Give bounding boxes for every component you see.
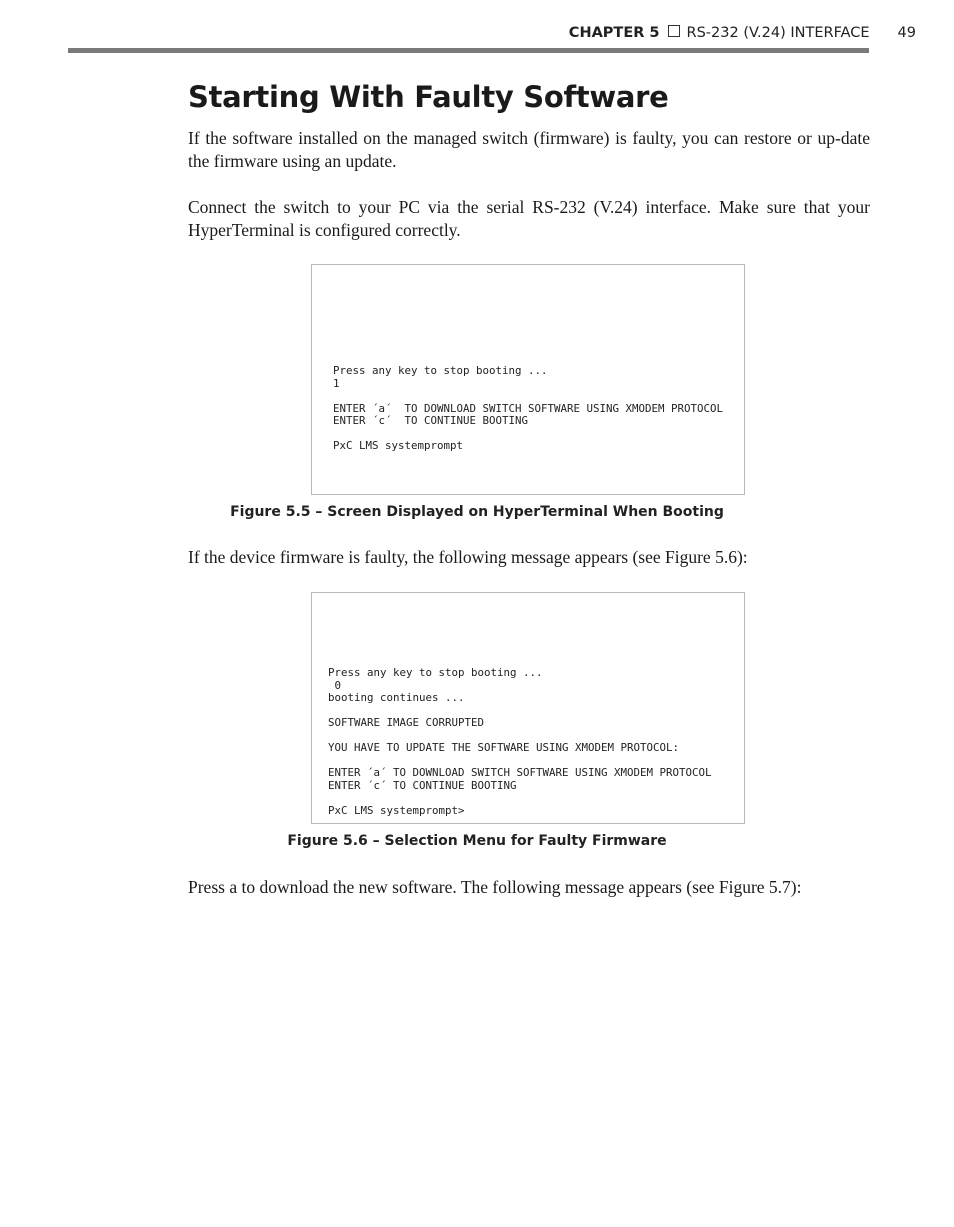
section-label: RS-232 (V.24) INTERFACE [686, 25, 870, 41]
faulty-paragraph: If the device firmware is faulty, the following message appears (see Figure 5.6): [188, 547, 748, 567]
figure-5-5-screenshot [311, 264, 745, 495]
separator-box-icon [668, 25, 680, 37]
terminal-line: PxC LMS systemprompt> [328, 803, 465, 817]
terminal-line: ENTER ´a´ TO DOWNLOAD SWITCH SOFTWARE USING XMODEM PROTOCOL [328, 766, 712, 779]
terminal-line: Press any key to stop booting ... [328, 666, 543, 679]
page-number: 49 [897, 25, 916, 41]
terminal-line: YOU HAVE TO UPDATE THE SOFTWARE USING XMODEM PROTOCOL: [328, 741, 680, 754]
terminal-line: PxC LMS systemprompt [333, 439, 464, 452]
intro-paragraph: If the software installed on the managed switch (firmware) is faulty, you can restore or up-date the firmware using an update. [188, 128, 870, 171]
figure-5-6-screenshot [311, 592, 745, 824]
press-paragraph: Press a to download the new software. The following message appears (see Figure 5.7): [188, 877, 802, 897]
connect-paragraph: Connect the switch to your PC via the serial RS-232 (V.24) interface. Make sure that your HyperTerminal is configured correctly. [188, 197, 870, 240]
terminal-line: ENTER ´c´ TO CONTINUE BOOTING [333, 414, 529, 427]
terminal-line: booting continues ... [328, 691, 465, 704]
figure-5-6-terminal-text [328, 667, 712, 817]
terminal-line: 1 [333, 376, 340, 390]
figure-5-6-caption: Figure 5.6 – Selection Menu for Faulty Firmware [287, 833, 667, 849]
terminal-line: ENTER ´c´ TO CONTINUE BOOTING [328, 778, 517, 792]
figure-5-5-terminal-text [333, 365, 723, 453]
terminal-line: Press any key to stop booting ... [333, 364, 548, 377]
chapter-label: CHAPTER 5 [568, 25, 660, 41]
terminal-line: ENTER ´a´ TO DOWNLOAD SWITCH SOFTWARE USING XMODEM PROTOCOL [333, 401, 724, 415]
terminal-line: 0 [328, 678, 342, 692]
figure-5-5-caption: Figure 5.5 – Screen Displayed on HyperTerminal When Booting [230, 504, 724, 520]
section-title: Starting With Faulty Software [188, 80, 669, 114]
running-head [569, 25, 916, 41]
terminal-line: SOFTWARE IMAGE CORRUPTED [328, 716, 485, 729]
header-rule [68, 48, 869, 53]
